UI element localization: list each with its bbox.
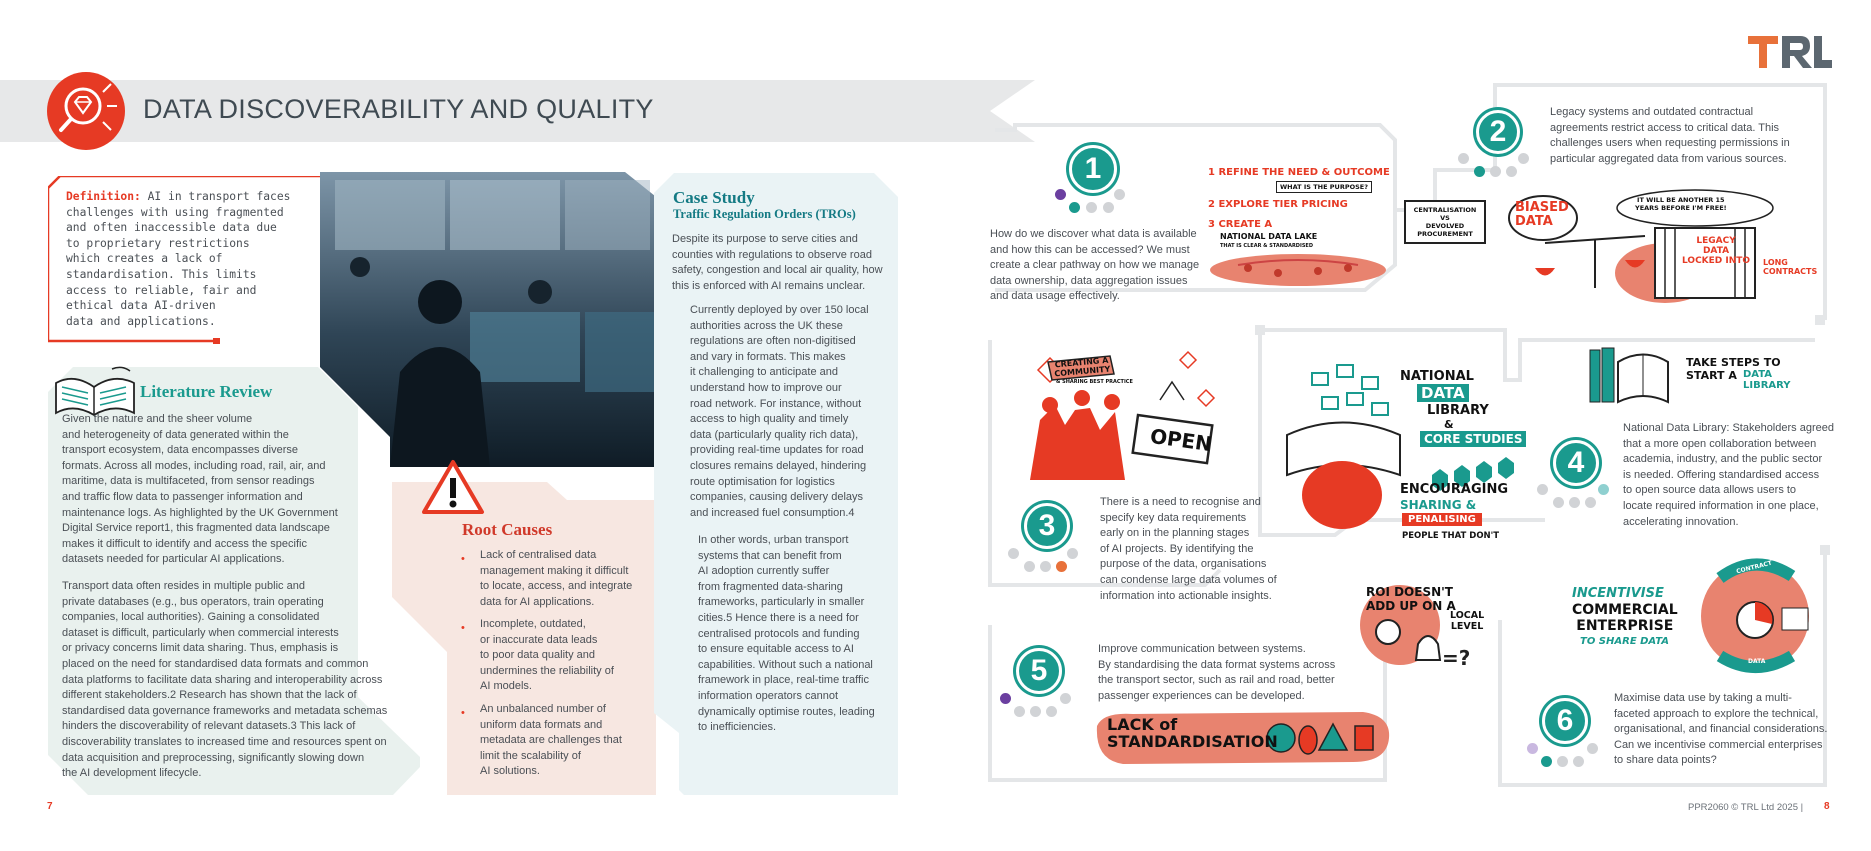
step-number-badge: 1: [1069, 145, 1117, 193]
data-label: DATA: [1417, 384, 1469, 402]
step-text: Improve communication between systems. By standardising the data format systems across the transport sector, such as rail and road, better passenger experiences can be developed.: [1098, 643, 1336, 702]
community-banner: CREATING A COMMUNITY: [1054, 355, 1111, 378]
step-dot: [1506, 166, 1517, 177]
encouraging-label: ENCOURAGING: [1400, 482, 1509, 497]
step-number-badge: 6: [1542, 698, 1588, 744]
step-dot: [1046, 706, 1057, 717]
step-dot: [1008, 548, 1019, 559]
step-dot: [1490, 166, 1501, 177]
step-dot: [1537, 484, 1548, 495]
step-dot: [1587, 743, 1598, 754]
biased-legacy-data-sketch: [1505, 188, 1818, 308]
step-dot: [1518, 153, 1529, 164]
page-number-right: 8: [1824, 801, 1830, 812]
step-dot: [1527, 743, 1538, 754]
step-text: Maximise data use by taking a multi- faceted approach to explore the technical, organisational, and financial considerations. Can we incentivise commercial enterprises to share data points?: [1614, 692, 1828, 767]
trl-logo: [1748, 34, 1832, 75]
step-text: How do we discover what data is available and how this can be accessed? We must create a clear pathway on how we manage data ownership, data aggregation issues and data usage effectively.: [990, 228, 1200, 303]
step-dot: [1553, 497, 1564, 508]
case-study-paragraph: In other words, urban transport systems that can benefit from AI adoption currently suffer from fragmented data-sharing frameworks, particularly in smaller cities.5 Hence there is a need for centralised protocols and funding to ensure equitable access to AI capabilities. Without such a national framework in place, real-time traffic information operators cannot dynamically optimise routes, leading to inefficiencies.: [698, 534, 875, 734]
incentivise-label: INCENTIVISE: [1572, 586, 1664, 601]
open-sign: OPEN: [1148, 423, 1214, 457]
step-dot: [1000, 693, 1011, 704]
step-dot: [1030, 706, 1041, 717]
data-arrow-label: DATA: [1748, 658, 1766, 665]
sketch-line: THAT IS CLEAR & STANDARDISED: [1220, 243, 1313, 249]
step-dot: [1040, 561, 1051, 572]
library-label: LIBRARY: [1427, 403, 1489, 418]
step-dot: [1557, 756, 1568, 767]
step-dot: [1086, 202, 1097, 213]
literature-review-paragraph: Transport data often resides in multiple public and private databases (e.g., bus operators, train operating companies, local authorities). Gaining a consolidated dataset is difficult, particularly when commercial interests or privacy concerns limit data sharing. Thus, emphasis is placed on the need for standardised data formats and common data platforms to facilitate data sharing and interoperability across different stakeholders.2 Research has shown that the lack of standardised data governance frameworks and metadata schemas hinders the discoverability of relevant datasets.3 This lack of discoverability translates to increased time and resources spent on data acquisition and preprocessing, significantly slowing down the AI development lifecycle.: [62, 580, 388, 780]
sketch-line: 2 EXPLORE TIER PRICING: [1208, 199, 1348, 210]
step-dot: [1069, 202, 1080, 213]
step-text: National Data Library: Stakeholders agreed that a more open collaboration between academia, industry, and the public sector is needed. Offering standardised access to open source data allows users to locate required information in one place, accelerating innovation.: [1623, 422, 1834, 528]
lack-of-standardisation-sketch: [1093, 708, 1393, 766]
step-dot: [1598, 484, 1609, 495]
community-subline: & SHARING BEST PRACTICE: [1056, 379, 1133, 385]
core-studies-label: CORE STUDIES: [1420, 431, 1526, 447]
step-dot: [1541, 756, 1552, 767]
step-text: There is a need to recognise and specify key data requirements early on in the planning stages of AI projects. By identifying the purpose of the data, organisations can condense large data volumes of information into actionable insights.: [1100, 496, 1277, 602]
sketch-line: 3 CREATE A: [1208, 219, 1273, 230]
step-dot: [1055, 189, 1066, 200]
case-study-paragraph: Despite its purpose to serve cities and counties with regulations to observe road safety, congestion and local air quality, how this is enforced with AI remains unclear.: [672, 233, 883, 292]
case-study-title: Case Study: [673, 188, 755, 207]
definition-body: AI in transport faces challenges with using fragmented and often inaccessible data due to proprietary restrictions which creates a lack of standardisation. This limits access to reliable, fair and ethical data AI-driven data and applications.: [66, 190, 291, 328]
legacy-data-label: LEGACY DATA LOCKED INTO: [1682, 236, 1751, 266]
step-dot: [1103, 202, 1114, 213]
amp-label: &: [1444, 418, 1454, 431]
sketch-line: WHAT IS THE PURPOSE?: [1276, 181, 1372, 193]
step-dot: [1060, 693, 1071, 704]
take-steps-label: TAKE STEPS TO START A: [1686, 356, 1781, 382]
page-title: DATA DISCOVERABILITY AND QUALITY: [143, 94, 654, 124]
roi-label: ROI DOESN'T ADD UP ON A: [1366, 585, 1456, 613]
step-dot: [1024, 561, 1035, 572]
sketch-line: 1 REFINE THE NEED & OUTCOME: [1208, 167, 1390, 178]
roi-local-level-sketch: [1360, 580, 1490, 680]
take-steps-sketch: [1588, 342, 1798, 407]
step-number-badge: 2: [1476, 110, 1520, 154]
root-causes-title: Root Causes: [462, 520, 553, 539]
magnifier-diamond-icon: [47, 72, 125, 150]
national-label: NATIONAL: [1400, 369, 1474, 384]
warning-icon: [420, 458, 486, 516]
data-library-label: DATA LIBRARY: [1743, 369, 1791, 391]
step-dot: [1573, 756, 1584, 767]
case-study-subtitle: Traffic Regulation Orders (TROs): [673, 207, 856, 221]
sketch-line: NATIONAL DATA LAKE: [1220, 232, 1318, 241]
step-dot: [1014, 706, 1025, 717]
refine-explore-create-sketch: [1208, 165, 1388, 290]
step-dot: [1458, 153, 1469, 164]
root-cause-item: Incomplete, outdated, or inaccurate data leads to poor data quality and undermines the reliability of AI models.: [480, 618, 614, 693]
root-cause-bullet: •: [461, 707, 465, 719]
root-cause-bullet: •: [461, 622, 465, 634]
page-number-left: 7: [47, 801, 53, 812]
svg-text:=?: =?: [1442, 646, 1471, 670]
centralisation-sign: CENTRALISATION VS DEVOLVED PROCUREMENT: [1404, 200, 1486, 244]
people-label: PEOPLE THAT DON'T: [1402, 531, 1500, 541]
step-number-badge: 5: [1016, 648, 1062, 694]
share-data-label: TO SHARE DATA: [1580, 636, 1669, 647]
step-dot: [1585, 497, 1596, 508]
definition-label: Definition:: [66, 190, 141, 203]
step-dot: [1067, 548, 1078, 559]
case-study-paragraph: Currently deployed by over 150 local authorities across the UK these regulations are often non-digitised and vary in formats. This makes it challenging to anticipate and understand how to improve our road network. For instance, without access to high quality and timely data (particularly quality rich data), providing real-time updates for road closures remains delayed, hindering route optimisation for logistics companies, causing delivery delays and increased fuel consumption.4: [690, 304, 869, 519]
penalising-label: PENALISING: [1402, 513, 1482, 526]
step-number-badge: 3: [1024, 503, 1070, 549]
commercial-enterprise-label: COMMERCIAL ENTERPRISE: [1572, 602, 1678, 634]
literature-review-paragraph: Given the nature and the sheer volume and heterogeneity of data generated within the transport ecosystem, data encompasses diverse formats. Across all modes, including road, rail, air, and maritime, data is multifaceted, from sensor readings and traffic flow data to passenger information and maintenance logs. As highlighted by the UK Government Digital Service report1, this fragmented data landscape makes it difficult to identify and access the specific datasets needed for particular AI applications.: [62, 413, 338, 566]
sharing-label: SHARING &: [1400, 498, 1477, 512]
root-cause-item: An unbalanced number of uniform data formats and metadata are challenges that limit the scalability of AI solutions.: [480, 703, 622, 778]
step-dot: [1569, 497, 1580, 508]
national-data-library-sketch: [1282, 355, 1540, 545]
step-dot: [1056, 561, 1067, 572]
definition-text: [66, 189, 326, 329]
incentivise-commercial-sketch: [1570, 558, 1815, 676]
step-dot: [1114, 189, 1125, 200]
community-open-sketch: [1020, 350, 1220, 485]
footer-reference: PPR2060 © TRL Ltd 2025 |: [1688, 802, 1804, 813]
open-book-icon: [52, 365, 138, 419]
literature-review-title: Literature Review: [140, 382, 273, 401]
step-number-badge: 4: [1553, 440, 1599, 486]
root-cause-bullet: •: [461, 553, 465, 565]
step-text: Legacy systems and outdated contractual agreements restrict access to critical data. This challenges users when requesting permissions in particular aggregated data from various sources.: [1550, 106, 1790, 165]
contract-label: CONTRACT: [1735, 559, 1773, 576]
speech-bubble: IT WILL BE ANOTHER 15 YEARS BEFORE I'M FREE!: [1635, 196, 1727, 212]
lack-standardisation-label: LACK of STANDARDISATION: [1107, 715, 1278, 751]
step-dot: [1474, 166, 1485, 177]
biased-data-label: BIASED DATA: [1515, 200, 1569, 229]
long-contracts-label: LONG CONTRACTS: [1763, 258, 1818, 276]
local-level-label: LOCAL LEVEL: [1450, 610, 1485, 632]
root-cause-item: Lack of centralised data management making it difficult to locate, access, and integrate data for AI applications.: [480, 549, 633, 608]
